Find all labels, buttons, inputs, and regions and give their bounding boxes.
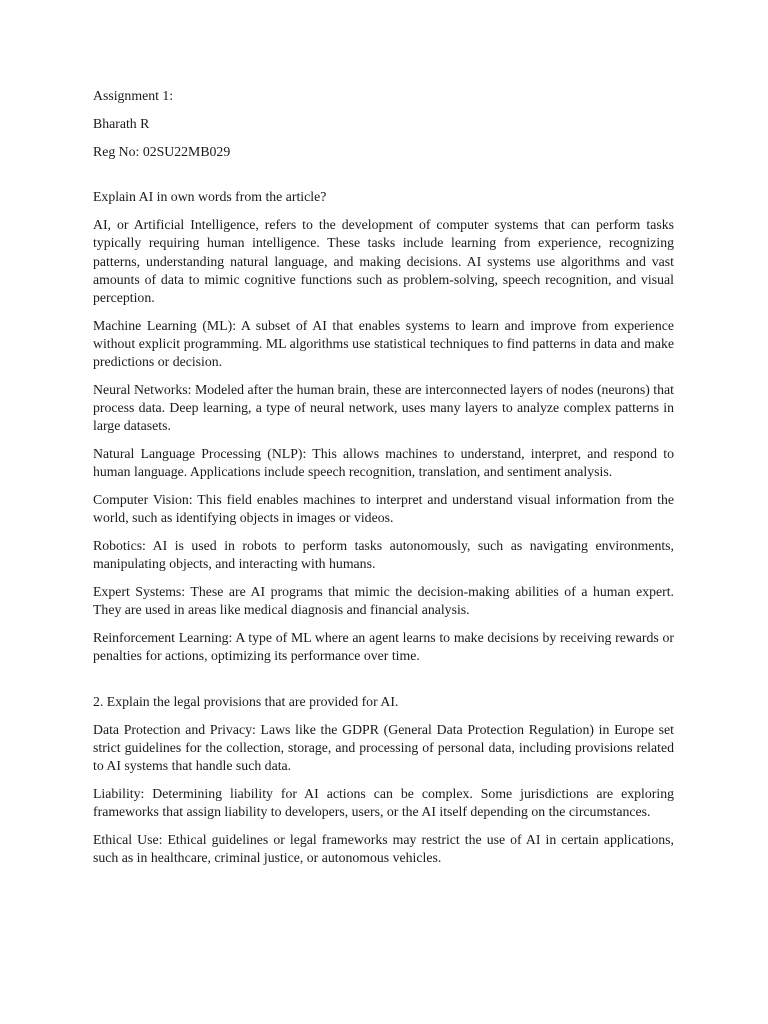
registration-number: Reg No: 02SU22MB029 [93,143,231,159]
paragraph-expert-systems: Expert Systems: These are AI programs that mimic the decision-making abilities of a human expert. They are used in areas like medical diagnosis and financial analysis. [93,584,674,618]
paragraph-data-protection: Data Protection and Privacy: Laws like the GDPR (General Data Protection Regulation) in Europe set strict guidelines for the collection, storage, and processing of personal data, including provisions related to AI systems that handle such data. [93,722,674,774]
document-page [93,87,674,877]
spacer [93,170,674,188]
paragraph-liability: Liability: Determining liability for AI actions can be complex. Some jurisdictions are exploring frameworks that assign liability to developers, users, or the AI itself depending on the circumstances. [93,786,674,820]
question-2: 2. Explain the legal provisions that are provided for AI. [93,694,399,710]
student-name: Bharath R [93,115,150,131]
paragraph-reinforcement-learning: Reinforcement Learning: A type of ML where an agent learns to make decisions by receiving rewards or penalties for actions, optimizing its performance over time. [93,630,674,664]
question-1: Explain AI in own words from the article? [93,189,327,205]
paragraph-ethical-use: Ethical Use: Ethical guidelines or legal frameworks may restrict the use of AI in certain applications, such as in healthcare, criminal justice, or autonomous vehicles. [93,832,674,866]
paragraph-computer-vision: Computer Vision: This field enables machines to interpret and understand visual information from the world, such as identifying objects in images or videos. [93,492,674,526]
assignment-title: Assignment 1: [93,88,174,103]
paragraph-machine-learning: Machine Learning (ML): A subset of AI that enables systems to learn and improve from experience without explicit programming. ML algorithms use statistical techniques to find patterns in data and make predictions or decision. [93,317,674,370]
spacer [93,675,674,693]
paragraph-robotics: Robotics: AI is used in robots to perform tasks autonomously, such as navigating environments, manipulating objects, and interacting with humans. [93,538,674,572]
paragraph-nlp: Natural Language Processing (NLP): This allows machines to understand, interpret, and respond to human language. Applications include speech recognition, translation, and sentiment analysis. [93,446,674,480]
paragraph-neural-networks: Neural Networks: Modeled after the human brain, these are interconnected layers of nodes (neurons) that process data. Deep learning, a type of neural network, uses many layers to analyze complex patterns in large datasets. [93,382,674,434]
paragraph-ai-definition: AI, or Artificial Intelligence, refers to the development of computer systems that can perform tasks typically requiring human intelligence. These tasks include learning from experience, recognizing patterns, understanding natural language, and making decisions. AI systems use algorithms and vast amounts of data to mimic cognitive functions such as problem-solving, speech recognition, and visual perception. [93,217,674,305]
